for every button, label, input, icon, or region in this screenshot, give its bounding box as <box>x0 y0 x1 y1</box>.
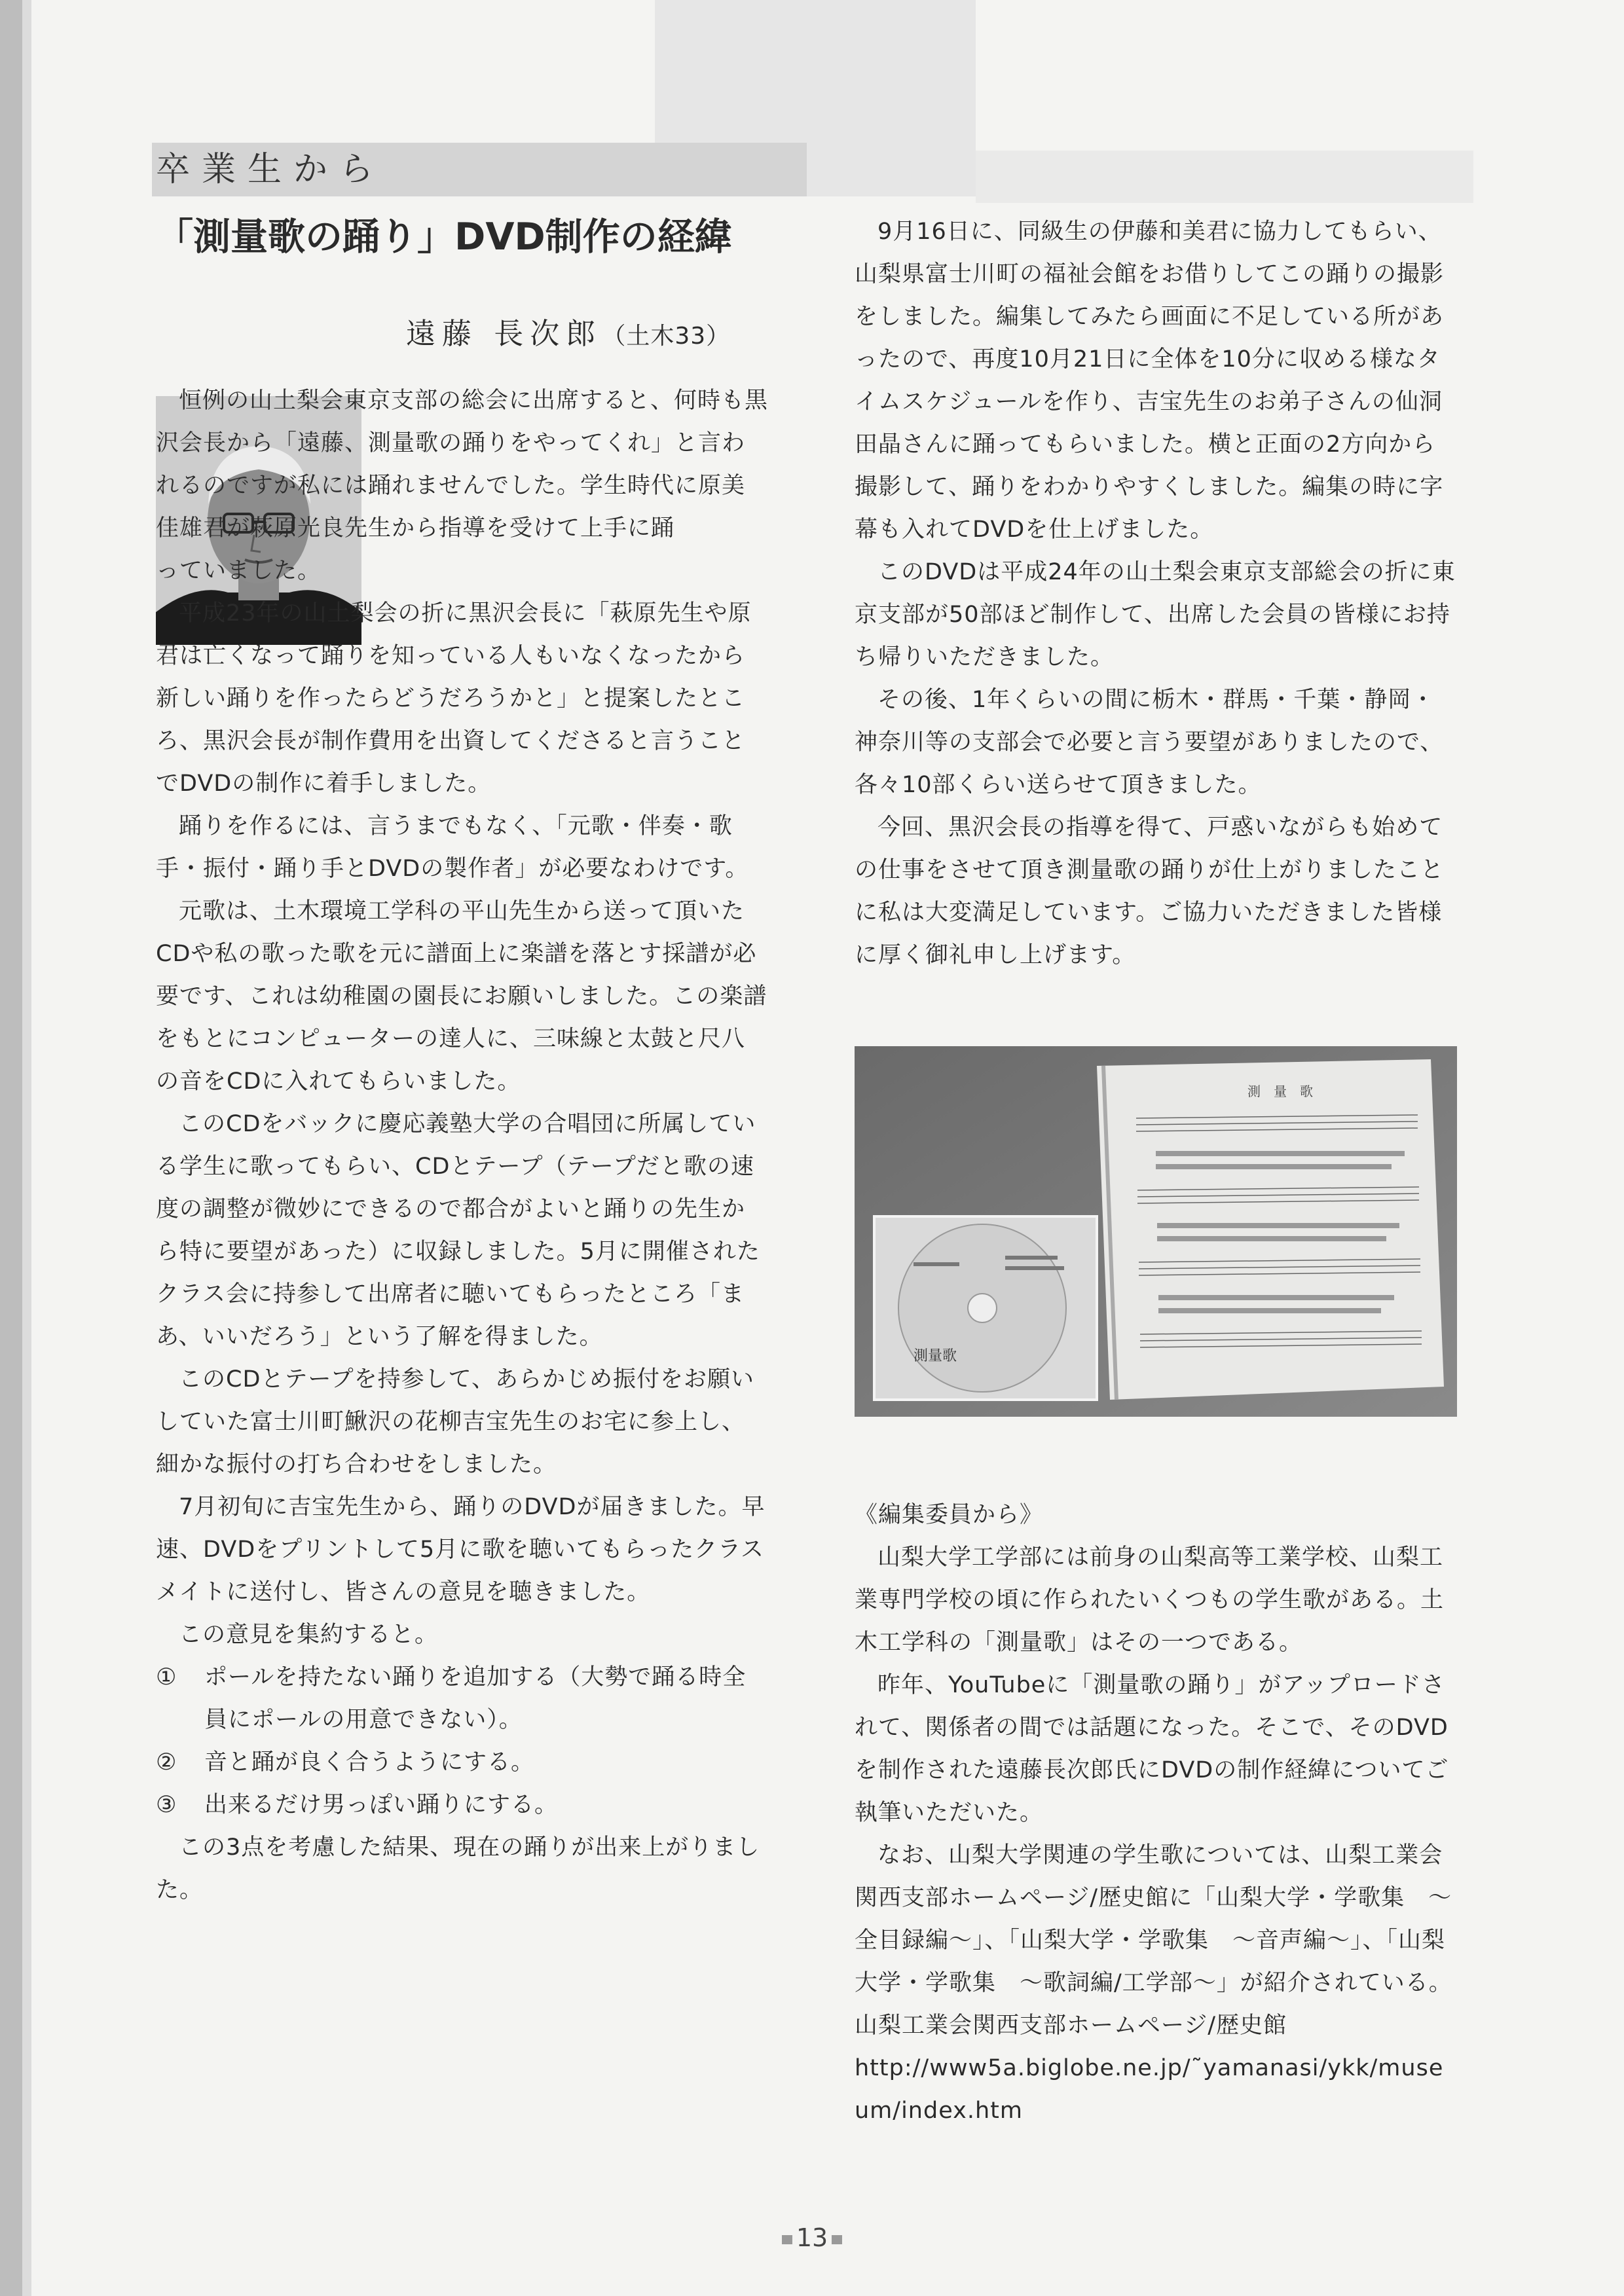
dvd-and-score-photo <box>855 1046 1457 1417</box>
paragraph-r3: その後、1年くらいの間に栃木・群馬・千葉・静岡・神奈川等の支部会で必要と言う要望がありましたので、各々10部くらい送らせて頂きました。 <box>855 687 1444 798</box>
paragraph-6: このCDとテープを持参して、あらかじめ振付をお願いしていた富士川町鰍沢の花柳吉宝先生のお宅に参上し、細かな振付の打ち合わせをしました。 <box>156 1366 754 1478</box>
list-item-text: 音と踊が良く合うようにする。 <box>204 1749 535 1776</box>
paragraph-9: この3点を考慮した結果、現在の踊りが出来上がりました。 <box>156 1834 760 1903</box>
paragraph-4: 元歌は、土木環境工学科の平山先生から送って頂いたCDや私の歌った歌を元に譜面上に楽譜を落とす採譜が必要です、これは幼稚園の園長にお願いしました。この楽譜をもとにコンピューターの達人に、三味線と太鼓と尺八の音をCDに入れてもらいました。 <box>156 898 767 1095</box>
page-edge-shadow <box>0 0 22 2296</box>
page-number-ornament-left <box>782 2235 792 2244</box>
bleed-through-band <box>976 151 1473 203</box>
page-number-value: 13 <box>796 2223 828 2252</box>
score-title: 測 量 歌 <box>1247 1084 1313 1099</box>
list-item-number: ③ <box>156 1792 177 1818</box>
list-item <box>156 1741 768 1784</box>
section-label: 卒業生から <box>156 150 386 189</box>
right-column-body <box>855 211 1457 977</box>
author-line <box>406 311 773 359</box>
page-edge-highlight <box>22 0 31 2296</box>
paragraph-intro-tail: っていました。 <box>156 558 322 584</box>
page-number <box>760 2223 864 2252</box>
editor-note <box>855 1494 1457 2132</box>
page-number-ornament-right <box>832 2235 842 2244</box>
editor-paragraph-1: 山梨大学工学部には前身の山梨高等工業学校、山梨工業専門学校の頃に作られたいくつもの学生歌がある。土木工学科の「測量歌」はその一つである。 <box>855 1544 1445 1656</box>
editor-paragraph-2: 昨年、YouTubeに「測量歌の踊り」がアップロードされて、関係者の間では話題になった。そこで、そのDVDを制作された遠藤長次郎氏にDVDの制作経緯についてご執筆いただいた。 <box>855 1672 1449 1826</box>
list-item-number: ② <box>156 1749 177 1776</box>
editor-site-name: 山梨工業会関西支部ホームページ/歴史館 <box>855 2013 1287 2039</box>
list-item-text: 出来るだけ男っぽい踊りにする。 <box>204 1792 559 1818</box>
photo-image <box>855 1046 1457 1417</box>
paragraph-3: 踊りを作るには、言うまでもなく、「元歌・伴奏・歌手・振付・踊り手とDVDの製作者」が必要なわけです。 <box>156 813 749 882</box>
list-item <box>156 1656 768 1741</box>
paragraph-7: 7月初旬に吉宝先生から、踊りのDVDが届きました。早速、DVDをプリントして5月に歌を聴いてもらったクラスメイトに送付し、皆さんの意見を聴きました。 <box>156 1494 766 1605</box>
paragraph-r4: 今回、黒沢会長の指導を得て、戸惑いながらも始めての仕事をさせて頂き測量歌の踊りが仕上がりましたことに私は大変満足しています。ご協力いただきました皆様に厚く御礼申し上げます。 <box>855 814 1445 968</box>
article-title: 「測量歌の踊り」DVD制作の経緯 <box>156 215 732 259</box>
editor-url: http://www5a.biglobe.ne.jp/˜yamanasi/ykk/museum/index.htm <box>855 2055 1444 2124</box>
list-item-text: ポールを持たない踊りを追加する（大勢で踊る時全員にポールの用意できない）。 <box>204 1664 747 1733</box>
paragraph-8: この意見を集約すると。 <box>179 1622 439 1648</box>
list-item-number: ① <box>156 1664 177 1690</box>
paragraph-r1: 9月16日に、同級生の伊藤和美君に協力してもらい、山梨県富士川町の福祉会館をお借りしてこの踊りの撮影をしました。編集してみたら画面に不足している所があったので、再度10月21日に全体を10分に収める様なタイムスケジュールを作り、吉宝先生のお弟子さんの仙洞田晶さんに踊ってもらいました。横と正面の2方向から撮影して、踊りをわかりやすくしました。編集の時に字幕も入れてDVDを仕上げました。 <box>855 219 1445 543</box>
paragraph-2: 平成23年の山土梨会の折に黒沢会長に「萩原先生や原君は亡くなって踊りを知っている人もいなくなったから新しい踊りを作ったらどうだろうかと」と提案したところ、黒沢会長が制作費用を出資してくださると言うことでDVDの制作に着手しました。 <box>156 600 752 797</box>
paragraph-r2: このDVDは平成24年の山土梨会東京支部総会の折に東京支部が50部ほど制作して、出席した会員の皆様にお持ち帰りいただきました。 <box>855 559 1456 670</box>
paragraph-5: このCDをバックに慶応義塾大学の合唱団に所属している学生に歌ってもらい、CDとテープ（テープだと歌の速度の調整が微妙にできるので都合がよいと踊りの先生から特に要望があった）に収録しました。5月に開催されたクラス会に持参して出席者に聴いてもらったところ「まあ、いいだろう」という了解を得ました。 <box>156 1111 760 1350</box>
editor-paragraph-3: なお、山梨大学関連の学生歌については、山梨工業会関西支部ホームページ/歴史館に「山梨大学・学歌集 ～全目録編～」、「山梨大学・学歌集 ～音声編～」、「山梨大学・学歌集 ～歌詞編/工学部～」が紹介されている。 <box>855 1842 1452 1996</box>
list-item <box>156 1784 768 1827</box>
paragraph-intro: 恒例の山土梨会東京支部の総会に出席すると、何時も黒沢会長から「遠藤、測量歌の踊りをやってくれ」と言われるのですが私には踊れませんでした。学生時代に原美佳雄君が萩原光良先生から指導を受けて上手に踊 <box>156 388 769 541</box>
disc-label: 測量歌 <box>913 1348 957 1364</box>
left-column-body <box>156 373 768 1912</box>
editor-heading: 《編集委員から》 <box>855 1502 1044 1528</box>
author-class: （土木33） <box>602 323 731 350</box>
author-name: 遠藤 長次郎 <box>406 316 602 351</box>
